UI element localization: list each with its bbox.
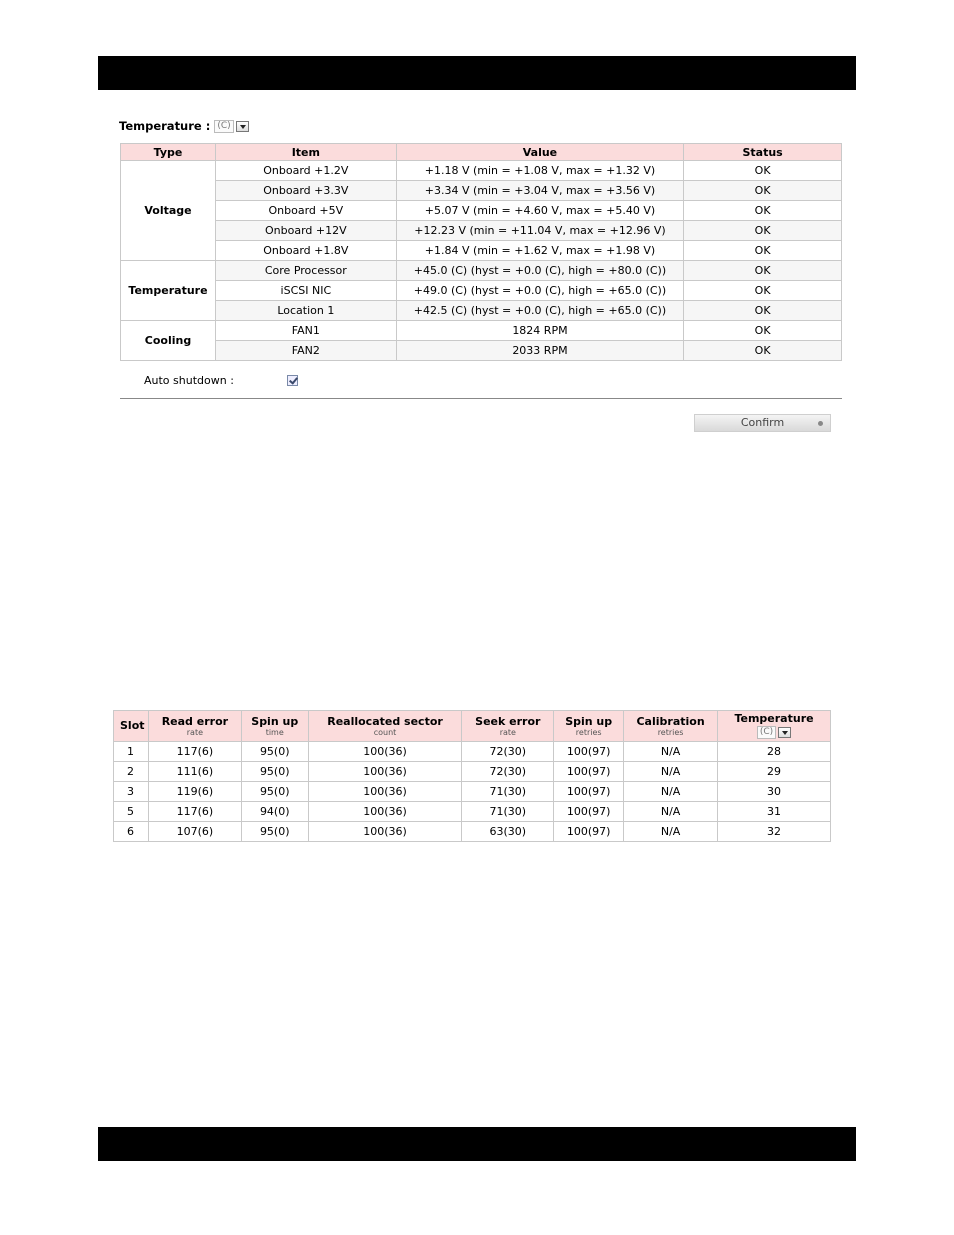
smart-temperature-unit-select[interactable] xyxy=(757,726,791,739)
smart-temperature-unit-value: (C) xyxy=(757,726,776,739)
auto-shutdown-checkbox[interactable] xyxy=(287,375,298,386)
reallocated-cell: 100(36) xyxy=(308,802,462,822)
hardware-table-header xyxy=(121,144,842,161)
item-cell: iSCSI NIC xyxy=(215,281,396,301)
status-cell: OK xyxy=(684,261,842,281)
slot-cell: 1 xyxy=(114,742,149,762)
read-error-cell: 107(6) xyxy=(148,822,241,842)
status-cell: OK xyxy=(684,161,842,181)
status-cell: OK xyxy=(684,341,842,361)
value-cell: 2033 RPM xyxy=(396,341,684,361)
col-status: Status xyxy=(684,144,842,161)
header-title: Seek error xyxy=(475,714,541,728)
type-voltage: Voltage xyxy=(121,161,216,261)
table-row xyxy=(114,822,831,842)
table-row xyxy=(121,241,842,261)
header-bar xyxy=(98,56,856,90)
item-cell: Onboard +1.2V xyxy=(215,161,396,181)
confirm-button-label: Confirm xyxy=(740,416,785,429)
temperature-cell: 31 xyxy=(718,802,831,822)
value-cell: 1824 RPM xyxy=(396,321,684,341)
auto-shutdown-label: Auto shutdown : xyxy=(144,374,234,387)
status-cell: OK xyxy=(684,221,842,241)
header-sub: retries xyxy=(575,727,602,737)
temperature-cell: 29 xyxy=(718,762,831,782)
table-row xyxy=(114,802,831,822)
chevron-down-icon[interactable] xyxy=(778,727,791,738)
item-cell: Onboard +5V xyxy=(215,201,396,221)
value-cell: +42.5 (C) (hyst = +0.0 (C), high = +65.0 (C)) xyxy=(396,301,684,321)
slot-cell: 2 xyxy=(114,762,149,782)
read-error-cell: 111(6) xyxy=(148,762,241,782)
hardware-status-table xyxy=(120,143,842,361)
header-sub: time xyxy=(265,727,284,737)
value-cell: +1.84 V (min = +1.62 V, max = +1.98 V) xyxy=(396,241,684,261)
status-cell: OK xyxy=(684,201,842,221)
col-slot xyxy=(114,711,149,742)
reallocated-cell: 100(36) xyxy=(308,822,462,842)
header-sub: count xyxy=(373,727,397,737)
dot-icon xyxy=(818,421,823,426)
spin-up-time-cell: 95(0) xyxy=(241,782,308,802)
smart-disk-table xyxy=(113,710,831,842)
item-cell: FAN2 xyxy=(215,341,396,361)
value-cell: +49.0 (C) (hyst = +0.0 (C), high = +65.0 (C)) xyxy=(396,281,684,301)
status-cell: OK xyxy=(684,241,842,261)
header-title: Calibration xyxy=(636,714,705,728)
item-cell: Location 1 xyxy=(215,301,396,321)
status-cell: OK xyxy=(684,321,842,341)
read-error-cell: 119(6) xyxy=(148,782,241,802)
header-sub: rate xyxy=(499,727,516,737)
item-cell: Onboard +12V xyxy=(215,221,396,241)
col-read-error-rate xyxy=(148,711,241,742)
table-row xyxy=(121,301,842,321)
read-error-cell: 117(6) xyxy=(148,742,241,762)
value-cell: +12.23 V (min = +11.04 V, max = +12.96 V) xyxy=(396,221,684,241)
seek-error-cell: 71(30) xyxy=(462,802,554,822)
header-title: Read error xyxy=(161,714,229,728)
temperature-cell: 28 xyxy=(718,742,831,762)
calibration-cell: N/A xyxy=(624,782,718,802)
calibration-cell: N/A xyxy=(624,762,718,782)
col-temperature xyxy=(718,711,831,742)
spin-up-retries-cell: 100(97) xyxy=(554,742,624,762)
calibration-cell: N/A xyxy=(624,742,718,762)
confirm-button[interactable] xyxy=(694,414,831,432)
seek-error-cell: 72(30) xyxy=(462,762,554,782)
item-cell: Onboard +3.3V xyxy=(215,181,396,201)
value-cell: +5.07 V (min = +4.60 V, max = +5.40 V) xyxy=(396,201,684,221)
reallocated-cell: 100(36) xyxy=(308,742,462,762)
temperature-unit-value: (C) xyxy=(214,120,233,133)
table-row xyxy=(121,281,842,301)
footer-bar xyxy=(98,1127,856,1161)
spin-up-retries-cell: 100(97) xyxy=(554,782,624,802)
col-type: Type xyxy=(121,144,216,161)
calibration-cell: N/A xyxy=(624,802,718,822)
spin-up-retries-cell: 100(97) xyxy=(554,762,624,782)
temperature-unit-label: Temperature : xyxy=(119,119,211,133)
col-calibration-retries xyxy=(624,711,718,742)
col-spin-up-time xyxy=(241,711,308,742)
header-sub: retries xyxy=(657,727,684,737)
table-row xyxy=(121,181,842,201)
header-sub: rate xyxy=(186,727,204,737)
header-title: Spin up xyxy=(565,714,613,728)
table-row xyxy=(121,341,842,361)
header-title: Spin up xyxy=(251,714,299,728)
value-cell: +45.0 (C) (hyst = +0.0 (C), high = +80.0 (C)) xyxy=(396,261,684,281)
reallocated-cell: 100(36) xyxy=(308,762,462,782)
calibration-cell: N/A xyxy=(624,822,718,842)
table-row xyxy=(114,762,831,782)
col-spin-up-retries xyxy=(554,711,624,742)
read-error-cell: 117(6) xyxy=(148,802,241,822)
table-row xyxy=(114,742,831,762)
chevron-down-icon[interactable] xyxy=(236,121,249,132)
header-title: Reallocated sector xyxy=(327,714,443,728)
status-cell: OK xyxy=(684,181,842,201)
table-row xyxy=(121,221,842,241)
table-row xyxy=(121,261,842,281)
temperature-unit-select[interactable] xyxy=(214,120,248,133)
slot-cell: 3 xyxy=(114,782,149,802)
type-cooling: Cooling xyxy=(121,321,216,361)
spin-up-time-cell: 95(0) xyxy=(241,822,308,842)
col-reallocated-sector-count xyxy=(308,711,462,742)
temperature-cell: 30 xyxy=(718,782,831,802)
seek-error-cell: 71(30) xyxy=(462,782,554,802)
col-value: Value xyxy=(396,144,684,161)
temperature-cell: 32 xyxy=(718,822,831,842)
auto-shutdown-row xyxy=(144,374,234,387)
header-title: Temperature xyxy=(734,712,814,725)
value-cell: +3.34 V (min = +3.04 V, max = +3.56 V) xyxy=(396,181,684,201)
temperature-unit-row xyxy=(119,118,249,134)
spin-up-time-cell: 94(0) xyxy=(241,802,308,822)
table-row xyxy=(121,161,842,181)
table-row xyxy=(121,201,842,221)
table-row xyxy=(121,321,842,341)
status-cell: OK xyxy=(684,301,842,321)
spin-up-time-cell: 95(0) xyxy=(241,742,308,762)
slot-cell: 5 xyxy=(114,802,149,822)
item-cell: FAN1 xyxy=(215,321,396,341)
smart-table-header xyxy=(114,711,831,742)
status-cell: OK xyxy=(684,281,842,301)
reallocated-cell: 100(36) xyxy=(308,782,462,802)
header-title: Slot xyxy=(120,719,145,732)
divider xyxy=(120,398,842,399)
table-row xyxy=(114,782,831,802)
seek-error-cell: 72(30) xyxy=(462,742,554,762)
slot-cell: 6 xyxy=(114,822,149,842)
value-cell: +1.18 V (min = +1.08 V, max = +1.32 V) xyxy=(396,161,684,181)
item-cell: Core Processor xyxy=(215,261,396,281)
spin-up-retries-cell: 100(97) xyxy=(554,822,624,842)
type-temperature: Temperature xyxy=(121,261,216,321)
spin-up-time-cell: 95(0) xyxy=(241,762,308,782)
col-item: Item xyxy=(215,144,396,161)
spin-up-retries-cell: 100(97) xyxy=(554,802,624,822)
col-seek-error-rate xyxy=(462,711,554,742)
item-cell: Onboard +1.8V xyxy=(215,241,396,261)
seek-error-cell: 63(30) xyxy=(462,822,554,842)
